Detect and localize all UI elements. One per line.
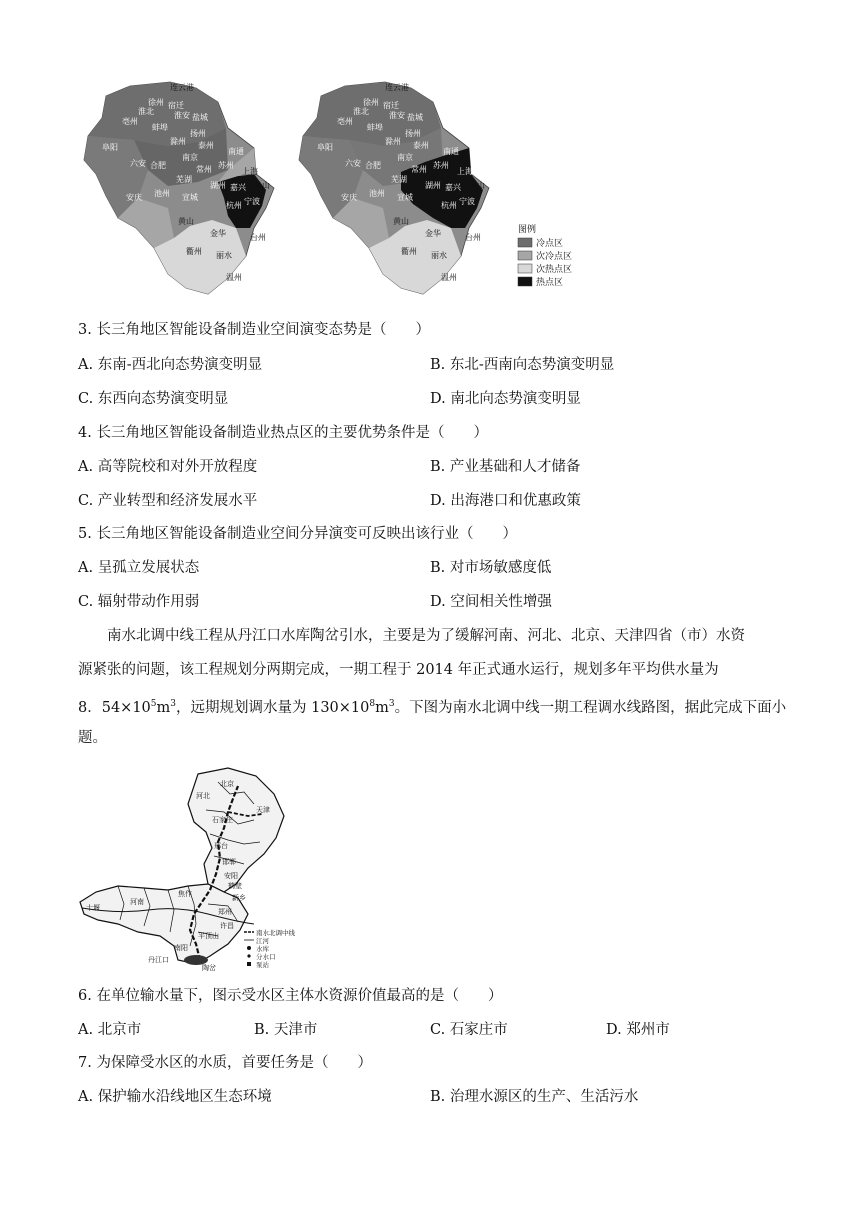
svg-text:分水口: 分水口 (256, 953, 276, 961)
legend-item-sub-hot (518, 263, 572, 275)
svg-text:衢州: 衢州 (186, 247, 202, 256)
svg-text:蚌埠: 蚌埠 (152, 123, 168, 132)
svg-text:常州: 常州 (411, 165, 427, 174)
svg-text:阜阳: 阜阳 (317, 143, 333, 152)
svg-text:芜湖: 芜湖 (391, 175, 407, 184)
q6-option-a[interactable]: A. 北京市 (78, 1022, 142, 1038)
svg-text:天津: 天津 (256, 806, 270, 814)
svg-text:蚌埠: 蚌埠 (367, 123, 383, 132)
water-diversion-route-map (78, 764, 318, 974)
q7-option-a[interactable]: A. 保护输水沿线地区生态环境 (78, 1089, 272, 1105)
svg-text:十堰: 十堰 (86, 904, 100, 912)
svg-text:淮北: 淮北 (138, 107, 154, 116)
svg-text:舟山: 舟山 (469, 181, 485, 190)
q4-option-c[interactable]: C. 产业转型和经济发展水平 (78, 493, 258, 509)
svg-text:连云港: 连云港 (385, 83, 409, 92)
svg-text:上海: 上海 (242, 167, 258, 176)
svg-text:徐州: 徐州 (363, 98, 379, 107)
passage-line-3: 8．$54\times 10^5m^3$，远期规划调水量为 $130\times 10^8m^3$。下图为南水北调中线一期工程调水线路图，据此完成下面小 (78, 699, 787, 716)
svg-text:丽水: 丽水 (431, 251, 447, 260)
svg-text:河北: 河北 (196, 792, 210, 800)
svg-text:扬州: 扬州 (405, 129, 421, 138)
svg-text:丽水: 丽水 (216, 251, 232, 260)
svg-text:石家庄: 石家庄 (212, 816, 233, 824)
svg-text:江河: 江河 (256, 937, 269, 945)
svg-text:舟山: 舟山 (254, 181, 270, 190)
svg-text:泵站: 泵站 (256, 961, 269, 969)
svg-text:南京: 南京 (182, 153, 198, 162)
svg-text:南水北调中线: 南水北调中线 (256, 929, 295, 937)
passage-line-1: 南水北调中线工程从丹江口水库陶岔引水，主要是为了缓解河南、河北、北京、天津四省（市）水资 (107, 628, 745, 644)
legend-item-cold (518, 237, 563, 249)
legend-item-hot (518, 276, 563, 288)
svg-text:黄山: 黄山 (393, 217, 409, 226)
q5-option-c[interactable]: C. 辐射带动作用弱 (78, 594, 200, 610)
svg-text:杭州: 杭州 (226, 201, 242, 210)
svg-text:宣城: 宣城 (397, 193, 413, 202)
svg-text:冷点区: 冷点区 (536, 239, 564, 249)
legend-title: 图例 (518, 225, 537, 235)
svg-text:安庆: 安庆 (341, 193, 357, 202)
svg-text:常州: 常州 (196, 165, 212, 174)
q3-stem: 3. 长三角地区智能设备制造业空间演变态势是（ ） (78, 322, 430, 338)
q4-stem: 4. 长三角地区智能设备制造业热点区的主要优势条件是（ ） (78, 425, 488, 441)
svg-text:安庆: 安庆 (126, 193, 142, 202)
svg-text:水库: 水库 (256, 945, 269, 953)
svg-text:盐城: 盐城 (192, 113, 208, 122)
svg-text:南京: 南京 (397, 153, 413, 162)
svg-text:鹤壁: 鹤壁 (228, 882, 242, 890)
svg-text:温州: 温州 (441, 273, 457, 282)
svg-text:池州: 池州 (369, 189, 385, 198)
svg-text:合肥: 合肥 (150, 161, 166, 170)
q5-option-a[interactable]: A. 呈孤立发展状态 (78, 560, 200, 576)
svg-text:金华: 金华 (210, 229, 226, 238)
svg-text:安阳: 安阳 (224, 872, 238, 880)
svg-text:嘉兴: 嘉兴 (445, 183, 461, 192)
svg-text:嘉兴: 嘉兴 (230, 183, 246, 192)
svg-text:次热点区: 次热点区 (536, 265, 573, 275)
svg-text:亳州: 亳州 (122, 117, 138, 126)
svg-text:衢州: 衢州 (401, 247, 417, 256)
map-left (84, 82, 274, 294)
passage-line-2: 源紧张的问题，该工程规划分两期完成，一期工程于 2014 年正式通水运行，规划多年平均供水量为 (78, 662, 719, 678)
yangtze-delta-maps-figure (78, 78, 598, 300)
svg-text:滁州: 滁州 (385, 137, 401, 146)
svg-text:泰州: 泰州 (198, 141, 214, 150)
svg-text:苏州: 苏州 (433, 161, 449, 170)
svg-text:盐城: 盐城 (407, 113, 423, 122)
svg-text:芜湖: 芜湖 (176, 175, 192, 184)
q3-option-b[interactable]: B. 东北-西南向态势演变明显 (430, 357, 615, 373)
q3-option-a[interactable]: A. 东南-西北向态势演变明显 (78, 357, 263, 373)
q5-option-b[interactable]: B. 对市场敏感度低 (430, 560, 552, 576)
svg-text:许昌: 许昌 (220, 922, 234, 930)
svg-text:郑州: 郑州 (218, 908, 232, 916)
q5-option-d[interactable]: D. 空间相关性增强 (430, 594, 552, 610)
svg-text:苏州: 苏州 (218, 161, 234, 170)
svg-text:温州: 温州 (226, 273, 242, 282)
svg-text:南通: 南通 (443, 147, 459, 156)
q6-stem: 6. 在单位输水量下，图示受水区主体水资源价值最高的是（ ） (78, 988, 503, 1004)
svg-text:宁波: 宁波 (459, 197, 475, 206)
svg-text:邢台: 邢台 (214, 842, 228, 850)
passage-line-4: 题。 (78, 730, 107, 746)
svg-text:丹江口: 丹江口 (148, 956, 169, 964)
svg-text:宿迁: 宿迁 (168, 101, 184, 110)
svg-text:连云港: 连云港 (170, 83, 194, 92)
svg-text:合肥: 合肥 (365, 161, 381, 170)
svg-text:淮北: 淮北 (353, 107, 369, 116)
svg-text:湖州: 湖州 (425, 181, 441, 190)
svg-text:六安: 六安 (130, 159, 146, 168)
svg-text:南阳: 南阳 (174, 944, 188, 952)
svg-text:北京: 北京 (220, 780, 234, 788)
q6-option-d[interactable]: D. 郑州市 (606, 1022, 670, 1038)
svg-text:宣城: 宣城 (182, 193, 198, 202)
svg-text:滁州: 滁州 (170, 137, 186, 146)
svg-text:热点区: 热点区 (536, 278, 564, 288)
svg-text:新乡: 新乡 (232, 894, 246, 902)
q4-option-d[interactable]: D. 出海港口和优惠政策 (430, 493, 581, 509)
q7-option-b[interactable]: B. 治理水源区的生产、生活污水 (430, 1089, 639, 1105)
svg-text:陶岔: 陶岔 (202, 964, 216, 972)
q3-option-d[interactable]: D. 南北向态势演变明显 (430, 391, 581, 407)
svg-text:湖州: 湖州 (210, 181, 226, 190)
svg-text:邯郸: 邯郸 (222, 858, 236, 866)
svg-text:次冷点区: 次冷点区 (536, 252, 573, 262)
svg-text:泰州: 泰州 (413, 141, 429, 150)
svg-text:平顶山: 平顶山 (198, 932, 219, 940)
svg-text:上海: 上海 (457, 167, 473, 176)
svg-text:池州: 池州 (154, 189, 170, 198)
q4-option-b[interactable]: B. 产业基础和人才储备 (430, 459, 581, 475)
q6-option-b[interactable]: B. 天津市 (254, 1022, 318, 1038)
svg-text:台州: 台州 (465, 233, 481, 242)
svg-text:金华: 金华 (425, 229, 441, 238)
q5-stem: 5. 长三角地区智能设备制造业空间分异演变可反映出该行业（ ） (78, 526, 517, 542)
svg-text:南通: 南通 (228, 147, 244, 156)
svg-text:六安: 六安 (345, 159, 361, 168)
q3-option-c[interactable]: C. 东西向态势演变明显 (78, 391, 229, 407)
svg-text:阜阳: 阜阳 (102, 143, 118, 152)
svg-text:徐州: 徐州 (148, 98, 164, 107)
legend-item-sub-cold (518, 250, 572, 262)
q4-option-a[interactable]: A. 高等院校和对外开放程度 (78, 459, 258, 475)
q7-stem: 7. 为保障受水区的水质，首要任务是（ ） (78, 1055, 372, 1071)
svg-text:淮安: 淮安 (174, 111, 190, 120)
map-right (299, 82, 489, 294)
svg-text:淮安: 淮安 (389, 111, 405, 120)
svg-text:亳州: 亳州 (337, 117, 353, 126)
svg-text:扬州: 扬州 (190, 129, 206, 138)
svg-text:杭州: 杭州 (441, 201, 457, 210)
svg-text:宿迁: 宿迁 (383, 101, 399, 110)
map-legend (518, 223, 572, 288)
svg-text:宁波: 宁波 (244, 197, 260, 206)
q6-option-c[interactable]: C. 石家庄市 (430, 1022, 508, 1038)
svg-text:黄山: 黄山 (178, 217, 194, 226)
svg-text:台州: 台州 (250, 233, 266, 242)
svg-text:焦作: 焦作 (178, 890, 192, 898)
svg-text:河南: 河南 (130, 898, 144, 906)
